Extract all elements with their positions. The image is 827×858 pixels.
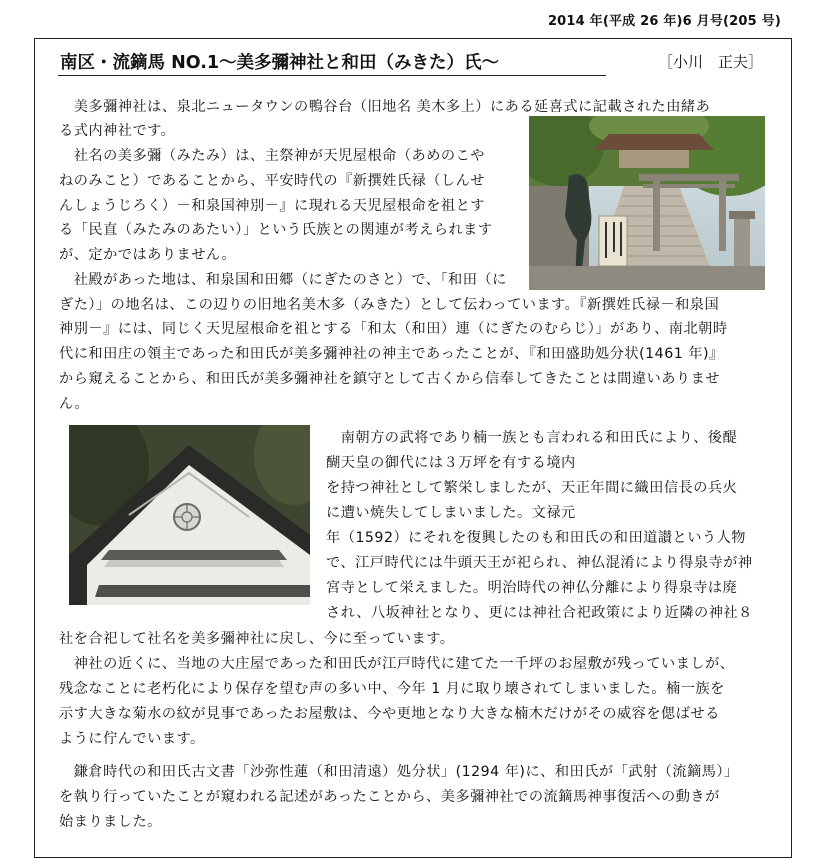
body-line: され、八坂神社となり、更には神社合祀政策により近隣の神社８ [326, 605, 753, 621]
body-line: 醐天皇の御代には３万坪を有する境内 [326, 455, 576, 471]
body-line: ように佇んでいます。 [59, 731, 205, 747]
body-line: る「民直（みたみのあたい）」という氏族との関連が考えられます [59, 222, 493, 238]
body-line: 示す大きな菊水の紋が見事であったお屋敷は、今や更地となり大きな楠木だけがその威容を偲ばせる [59, 706, 720, 722]
body-line: 神社の近くに、当地の大庄屋であった和田氏が江戸時代に建てた一千坪のお屋敷が残っていましが、 [59, 656, 735, 672]
body-line: んしょうじろく）－和泉国神別－』に現れる天児屋根命を祖とす [59, 198, 485, 214]
body-line: で、江戸時代には牛頭天王が祀られ、神仏混淆により得泉寺が神 [326, 555, 753, 571]
body-line: が、定かではありません。 [59, 247, 237, 263]
body-line: 代に和田庄の領主であった和田氏が美多彌神社の神主であったことが、『和田盛助処分状(1461 年)』 [59, 346, 724, 362]
body-line: 残念なことに老朽化により保存を望む声の多い中、今年 1 月に取り壊されてしまいました。楠一族を [59, 681, 725, 697]
body-line: ん。 [59, 396, 90, 412]
body-line: 神別－』には、同じく天児屋根命を祖とする「和太（和田）連（にぎたのむらじ）」があり、南北朝時 [59, 321, 728, 337]
body-line: 南朝方の武将であり楠一族とも言われる和田氏により、後醍 [326, 430, 738, 446]
issue-label: 2014 年(平成 26 年)6 月号(205 号) [547, 14, 781, 29]
body-line: 宮寺として栄えました。明治時代の神仏分離により得泉寺は廃 [326, 580, 738, 596]
body-line: 鎌倉時代の和田氏古文書「沙弥性蓮（和田清遠）処分状」(1294 年)に、和田氏が「武射（流鏑馬）」 [59, 764, 739, 780]
body-line: る式内神社です。 [59, 123, 176, 139]
body-line: 始まりました。 [59, 814, 162, 830]
article-title: 南区・流鏑馬 NO.1～美多彌神社と和田（みきた）氏～ [60, 53, 500, 73]
body-line: 美多彌神社は、泉北ニュータウンの鴨谷台（旧地名 美木多上）にある延喜式に記載された由緒あ [59, 99, 711, 115]
article-author: ［小川 正夫］ [658, 53, 764, 71]
body-line: に遭い焼失してしまいました。文禄元 [326, 505, 576, 521]
body-line: 年（1592）にそれを復興したのも和田氏の和田道讃という人物 [326, 530, 746, 546]
body-line: 社を合祀して社名を美多彌神社に戻し、今に至っています。 [59, 631, 455, 647]
gable-crest-photo [69, 425, 310, 605]
body-line: ぎた）」の地名は、この辺りの旧地名美木多（みきた）として伝わっています。『新撰姓氏禄－和泉国 [59, 297, 720, 313]
body-line: を持つ神社として繁栄しましたが、天正年間に織田信長の兵火 [326, 480, 738, 496]
body-line: ねのみこと）であることから、平安時代の『新撰姓氏禄（しんせ [59, 173, 485, 189]
body-line: から窺えることから、和田氏が美多彌神社を鎮守として古くから信奉してきたことは間違いありませ [59, 371, 720, 387]
body-line: を執り行っていたことが窺われる記述があったことから、美多彌神社での流鏑馬神事復活への動きが [59, 789, 720, 805]
body-line: 社名の美多彌（みたみ）は、主祭神が天児屋根命（あめのこや [59, 148, 485, 164]
shrine-torii-photo [529, 116, 765, 290]
body-line: 社殿があった地は、和泉国和田郷（にぎたのさと）で、「和田（に [59, 272, 507, 288]
title-underline [58, 75, 606, 76]
